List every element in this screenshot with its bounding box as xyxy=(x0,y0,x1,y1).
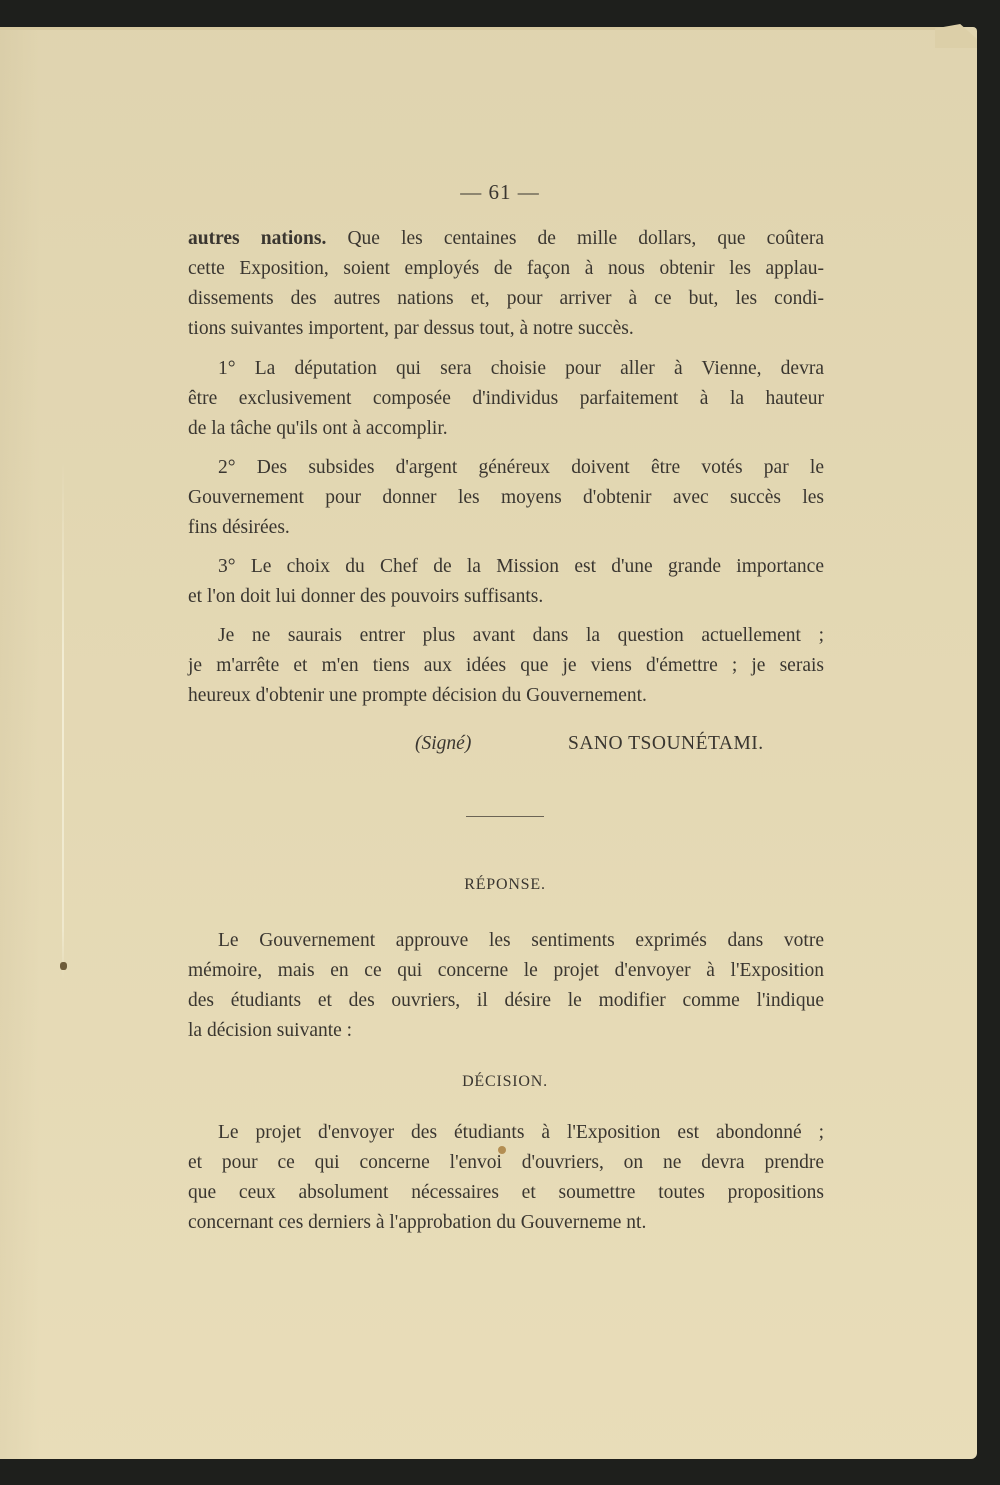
text-line: tions suivantes importent, par dessus tout, à notre succès. xyxy=(188,318,634,339)
bold-lead-words: autres nations. xyxy=(188,228,327,249)
text-line: cette Exposition, soient employés de façon à nous obtenir les applau- xyxy=(188,258,824,279)
text-line: 2° Des subsides d'argent généreux doivent être votés par le xyxy=(218,457,824,478)
text-line: Je ne saurais entrer plus avant dans la question actuellement ; xyxy=(218,625,824,646)
text-line: concernant ces derniers à l'approbation du Gouverneme nt. xyxy=(188,1212,647,1233)
text-line: 3° Le choix du Chef de la Mission est d'une grande importance xyxy=(218,556,824,577)
text-line: être exclusivement composée d'individus parfaitement à la hauteur xyxy=(188,388,824,409)
paragraph-closing xyxy=(188,621,824,711)
crease-line xyxy=(62,460,64,980)
text-line: des étudiants et des ouvriers, il désire le modifier comme l'indique xyxy=(188,990,824,1011)
signer-name: SANO TSOUNÉTAMI. xyxy=(568,733,764,754)
section-separator xyxy=(466,816,544,817)
text-line: de la tâche qu'ils ont à accomplir. xyxy=(188,418,448,439)
text-line: fins désirées. xyxy=(188,517,290,538)
paragraph-condition-1 xyxy=(188,354,824,444)
decision-heading: DÉCISION. xyxy=(462,1073,548,1090)
text-line: heureux d'obtenir une prompte décision du Gouvernement. xyxy=(188,685,647,706)
text-line: dissements des autres nations et, pour arriver à ce but, les condi- xyxy=(188,288,824,309)
text-line: et l'on doit lui donner des pouvoirs suffisants. xyxy=(188,586,544,607)
text-line: je m'arrête et m'en tiens aux idées que je viens d'émettre ; je serais xyxy=(188,655,824,676)
text-line: mémoire, mais en ce qui concerne le projet d'envoyer à l'Exposition xyxy=(188,960,824,981)
text-line: autres nations. Que les centaines de mille dollars, que coûtera xyxy=(188,228,824,249)
signed-label: (Signé) xyxy=(415,733,472,754)
paragraph-condition-3 xyxy=(188,552,824,612)
text-line: Le Gouvernement approuve les sentiments exprimés dans votre xyxy=(218,930,824,951)
ink-stain xyxy=(60,962,67,970)
text-line: que ceux absolument nécessaires et soumettre toutes propositions xyxy=(188,1182,824,1203)
page-top-edge xyxy=(0,27,950,30)
text-line: Le projet d'envoyer des étudiants à l'Exposition est abondonné ; xyxy=(218,1122,824,1143)
response-paragraph xyxy=(188,926,824,1046)
paragraph-condition-2 xyxy=(188,453,824,543)
response-heading: RÉPONSE. xyxy=(464,876,546,893)
page-number: — 61 — xyxy=(460,180,540,204)
text-line: 1° La députation qui sera choisie pour aller à Vienne, devra xyxy=(218,358,824,379)
text-line: et pour ce qui concerne l'envoi d'ouvriers, on ne devra prendre xyxy=(188,1152,824,1173)
paragraph-continuation xyxy=(188,224,824,344)
text-line: la décision suivante : xyxy=(188,1020,353,1041)
text-line: Gouvernement pour donner les moyens d'obtenir avec succès les xyxy=(188,487,824,508)
decision-paragraph xyxy=(188,1118,824,1238)
